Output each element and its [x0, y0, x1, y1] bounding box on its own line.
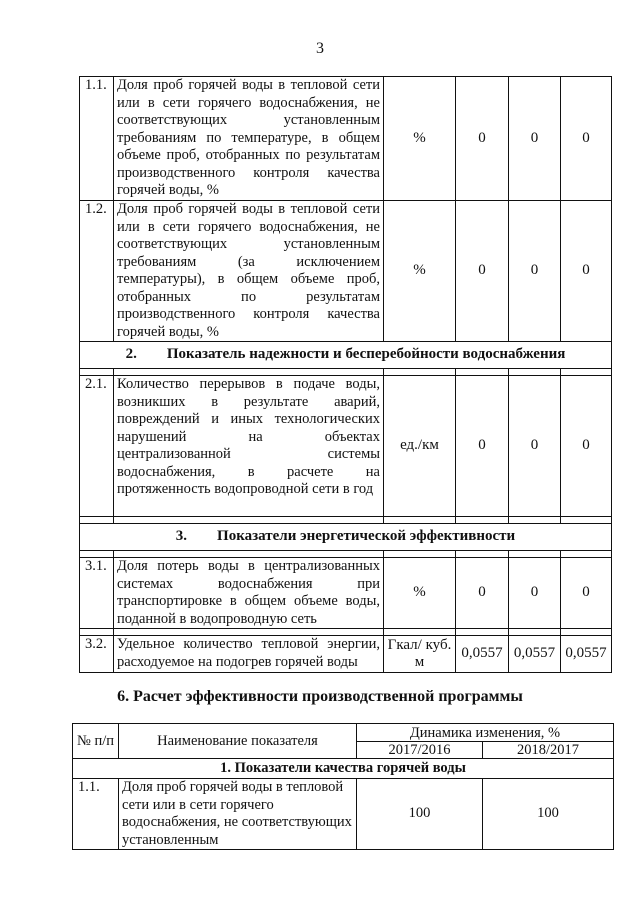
column-header-number: № п/п: [73, 724, 119, 759]
row-number: 1.1.: [80, 77, 114, 201]
indicator-description: Доля проб горячей воды в тепловой сети или в сети горячего водоснабжения, не соответствующих установленным: [119, 779, 357, 850]
value-cell: 0: [561, 376, 612, 517]
value-cell: 0: [456, 201, 509, 342]
unit-cell: %: [384, 201, 456, 342]
row-number: 3.2.: [80, 636, 114, 673]
table-row: [80, 636, 612, 673]
efficiency-table: [72, 723, 614, 850]
value-cell: 0: [561, 201, 612, 342]
value-cell: 0: [456, 558, 509, 629]
value-cell: 0: [509, 558, 561, 629]
spacer-row: [80, 517, 612, 524]
value-cell: 0: [456, 77, 509, 201]
section-heading-2: 2. Показатель надежности и бесперебойности водоснабжения: [80, 342, 612, 369]
indicator-description: Доля проб горячей воды в тепловой сети или в сети горячего водоснабжения, не соответствующих установленным требованиям по температуре, в общем объеме проб, отобранных по результатам производственного контроля качества горячей воды, %: [114, 77, 384, 201]
value-cell: 0: [561, 77, 612, 201]
unit-cell: Гкал/ куб. м: [384, 636, 456, 673]
column-header-name: Наименование показателя: [119, 724, 357, 759]
spacer-row: [80, 369, 612, 376]
row-number: 1.2.: [80, 201, 114, 342]
value-cell: 0: [509, 376, 561, 517]
unit-cell: ед./км: [384, 376, 456, 517]
table-row: [80, 558, 612, 629]
unit-cell: %: [384, 558, 456, 629]
value-cell: 100: [483, 779, 614, 850]
value-cell: 0,0557: [456, 636, 509, 673]
indicator-description: Количество перерывов в подаче воды, возникших в результате аварий, повреждений и иных технологических нарушений на объектах централизованной системы водоснабжения, в расчете на протяженность водопроводной сети в год: [114, 376, 384, 517]
header-row: [73, 724, 614, 742]
row-number: 1.1.: [73, 779, 119, 850]
value-cell: 0: [456, 376, 509, 517]
value-cell: 100: [357, 779, 483, 850]
value-cell: 0,0557: [561, 636, 612, 673]
row-number: 3.1.: [80, 558, 114, 629]
indicators-table: [79, 76, 612, 673]
row-number: 2.1.: [80, 376, 114, 517]
table-row: [73, 779, 614, 850]
indicator-description: Удельное количество тепловой энергии, расходуемое на подогрев горячей воды: [114, 636, 384, 673]
value-cell: 0: [509, 201, 561, 342]
section-row: [73, 759, 614, 779]
section-6-heading: 6. Расчет эффективности производственной программы: [117, 688, 523, 705]
section-heading-3: 3. Показатели энергетической эффективности: [80, 524, 612, 551]
column-header-dynamics: Динамика изменения, %: [357, 724, 614, 742]
indicator-description: Доля потерь воды в централизованных системах водоснабжения при транспортировке в общем объеме воды, поданной в водопроводную сеть: [114, 558, 384, 629]
page-number: 3: [316, 40, 324, 57]
indicator-description: Доля проб горячей воды в тепловой сети или в сети горячего водоснабжения, не соответствующих установленным требованиям (за исключением температуры), в общем объеме проб, отобранных по результатам производственного контроля качества горячей воды, %: [114, 201, 384, 342]
column-header-2018-2017: 2018/2017: [483, 742, 614, 759]
spacer-row: [80, 551, 612, 558]
value-cell: 0,0557: [509, 636, 561, 673]
spacer-row: [80, 629, 612, 636]
section-heading-quality: 1. Показатели качества горячей воды: [73, 759, 614, 779]
value-cell: 0: [561, 558, 612, 629]
table-row: [80, 376, 612, 517]
unit-cell: %: [384, 77, 456, 201]
table-row: [80, 77, 612, 201]
section-row: [80, 342, 612, 369]
value-cell: 0: [509, 77, 561, 201]
column-header-2017-2016: 2017/2016: [357, 742, 483, 759]
table-row: [80, 201, 612, 342]
section-row: [80, 524, 612, 551]
